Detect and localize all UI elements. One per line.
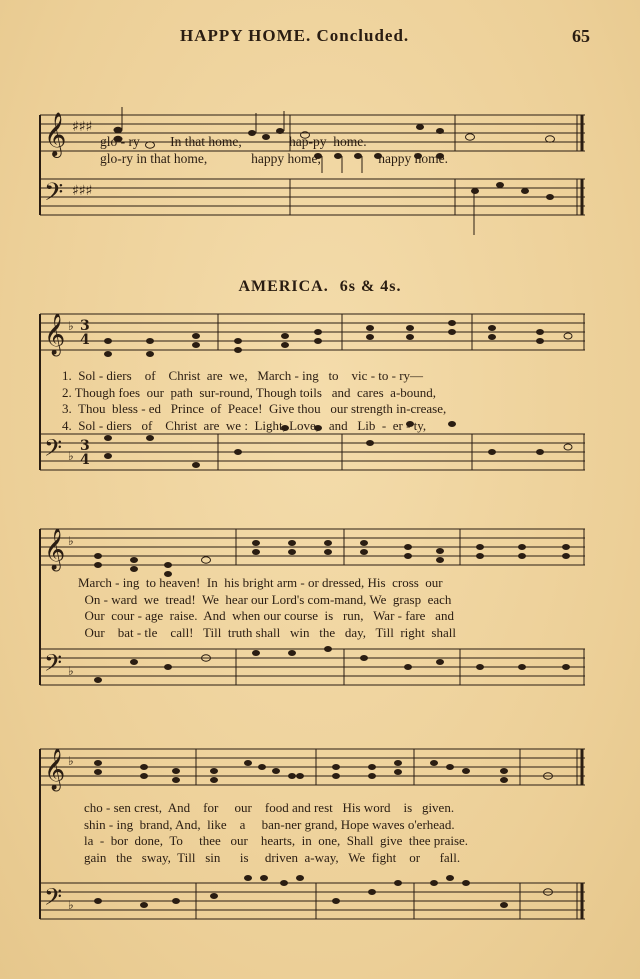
svg-text:♭: ♭	[68, 754, 74, 768]
hymn-name: AMERICA.	[238, 278, 329, 295]
verse-line: cho - sen crest, And for our food and rest His word is given.	[84, 800, 455, 815]
hymn-meter: 6s & 4s.	[339, 278, 402, 295]
svg-text:𝄢: 𝄢	[44, 649, 63, 682]
verse-line: 4. Sol - diers of Christ are we : Light, Love, and Lib - er - ty,	[62, 417, 427, 433]
svg-text:3: 3	[80, 438, 90, 454]
verse-line: Our cour - age raise. And when our course is run, War - fare and	[78, 608, 454, 623]
svg-text:𝄢: 𝄢	[44, 178, 64, 213]
svg-text:♭: ♭	[68, 449, 74, 463]
page-number: 65	[572, 26, 590, 46]
america-verses-2	[78, 575, 608, 641]
svg-text:𝄞: 𝄞	[44, 314, 66, 355]
america-verses-3	[84, 800, 614, 866]
verse-line: la - bor done, To thee our hearts, in one, Shall give thee praise.	[84, 833, 469, 848]
svg-text:♯♯♯: ♯♯♯	[72, 119, 93, 135]
verse-line: On - ward we tread! We hear our Lord's com-mand, We grasp each	[78, 591, 452, 607]
running-title: HAPPY HOME. Concluded.	[180, 26, 410, 45]
verse-line: shin - ing brand, And, like a ban-ner grand, Hope waves o'erhead.	[84, 816, 455, 832]
verse-line: Our bat - tle call! Till truth shall win the day, Till right shall	[78, 624, 456, 640]
svg-text:♯♯♯: ♯♯♯	[72, 183, 93, 199]
svg-text:♭: ♭	[68, 319, 74, 333]
verse-line: March - ing to heaven! In his bright arm - or dressed, His cross our	[78, 575, 443, 590]
svg-text:𝄞: 𝄞	[44, 112, 67, 156]
verse-line: 1. Sol - diers of Christ are we, March - ing to vic - to - ry—	[62, 368, 424, 383]
svg-text:♭: ♭	[68, 534, 74, 548]
svg-text:4: 4	[80, 452, 90, 468]
svg-text:♭: ♭	[68, 664, 74, 678]
verse-line: 2. Though foes our path sur-round, Though toils and cares a-bound,	[62, 384, 437, 400]
america-verses-1	[62, 368, 592, 434]
hymn-title	[0, 278, 640, 296]
svg-text:𝄢: 𝄢	[44, 434, 63, 467]
svg-text:𝄞: 𝄞	[44, 529, 66, 570]
lyric-line: glo - ry In that home, hap-py home.	[100, 134, 367, 149]
svg-text:𝄞: 𝄞	[44, 749, 66, 790]
svg-text:4: 4	[80, 332, 90, 348]
verse-line: gain the sway, Till sin is driven a-way, We fight or fall.	[84, 849, 461, 865]
svg-text:𝄢: 𝄢	[44, 883, 63, 916]
svg-text:3: 3	[80, 318, 90, 334]
page-header	[0, 26, 640, 50]
lyric-line: glo-ry in that home, happy home, happy home.	[100, 151, 448, 166]
svg-text:♭: ♭	[68, 898, 74, 912]
happy-home-lyrics	[100, 133, 630, 167]
verse-line: 3. Thou bless - ed Prince of Peace! Give thou our strength in-crease,	[62, 401, 447, 416]
